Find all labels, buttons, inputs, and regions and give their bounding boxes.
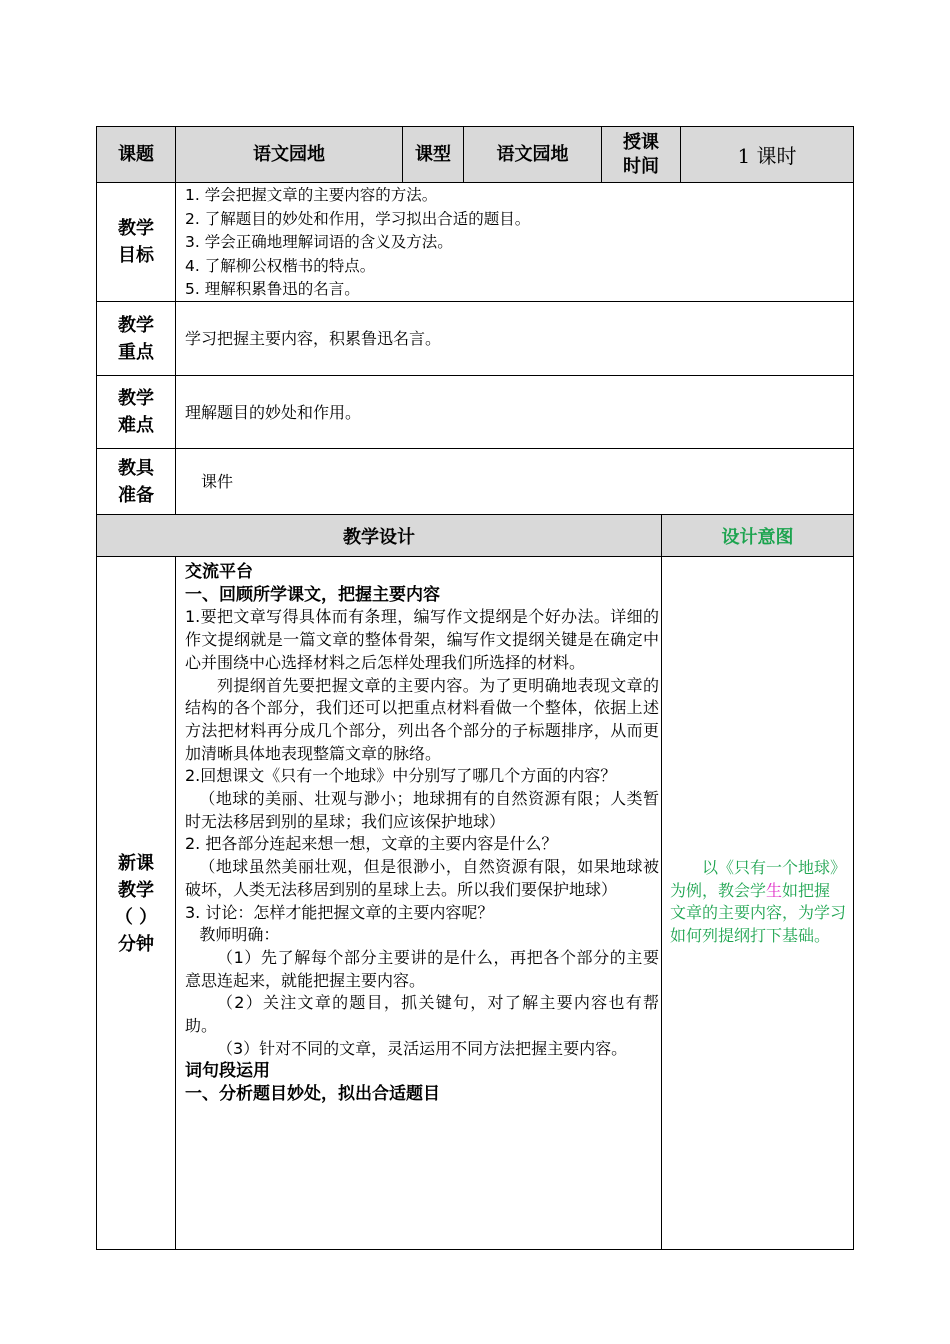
paragraph: 列提纲首先要把握文章的主要内容。为了更明确地表现文章的结构的各个部分，我们还可以把重点材料看做一个整体，依据上述方法把材料再分成几个部分，列出各个部分的子标题排序，从而更加清晰具体地表现整篇文章的脉络。: [185, 675, 659, 763]
type-label: 课型: [415, 143, 451, 165]
paragraph: （1）先了解每个部分主要讲的是什么，再把各个部分的主要意思连起来，就能把握主要内容。: [185, 947, 659, 990]
difficulties-label: [97, 376, 175, 448]
intent-part1: 以《只有一个地球》为例，教会学: [670, 858, 847, 900]
goal-item: 4. 了解柳公权楷书的特点。: [185, 256, 376, 275]
intent-title: 设计意图: [721, 526, 794, 548]
section-heading: 一、回顾所学课文，把握主要内容: [185, 584, 440, 605]
time-label: [602, 127, 680, 182]
paragraph: 3. 讨论：怎样才能把握文章的主要内容呢？: [185, 902, 494, 922]
goal-item: 1. 学会把握文章的主要内容的方法。: [185, 186, 438, 204]
paragraph: （地球的美丽、壮观与渺小；地球拥有的自然资源有限；人类暂时无法移居到别的星球；我们应该保护地球）: [185, 789, 659, 831]
goals-list: [185, 184, 655, 300]
intent-part3: 如把握文章的主要内容，为学习如何列提纲打下基础。: [670, 880, 847, 946]
goals-label-line1: 教学: [118, 218, 154, 239]
difficulties-label-line1: 教学: [118, 388, 154, 409]
paragraph: （3）针对不同的文章，灵活运用不同方法把握主要内容。: [217, 1038, 628, 1058]
paragraph: （地球虽然美丽壮观，但是很渺小，自然资源有限，如果地球被破坏，人类无法移居到别的星球上去。所以我们要保护地球）: [185, 857, 659, 899]
key-points-label-line1: 教学: [118, 314, 154, 336]
tools-label-line2: 准备: [118, 484, 154, 506]
tools-text: 课件: [201, 472, 234, 491]
paragraph: （2）关注文章的题目，抓关键句，对了解主要内容也有帮助。: [185, 993, 659, 1036]
difficulties-text: 理解题目的妙处和作用。: [185, 403, 362, 422]
section-heading: 交流平台: [185, 562, 253, 582]
design-intent-text: [670, 857, 846, 948]
type-value: 语文园地: [496, 143, 569, 165]
topic-value: 语文园地: [253, 143, 325, 165]
tools-label: [97, 449, 175, 514]
lesson-label-line1: 新课: [118, 852, 154, 874]
tools-label-line1: 教具: [118, 457, 154, 479]
lesson-body: [185, 561, 659, 1249]
section-heading: 一、分析题目妙处，拟出合适题目: [185, 1084, 440, 1105]
lesson-label-line2: 教学: [118, 879, 154, 901]
lesson-label: [97, 557, 175, 1250]
lesson-label-line4: 分钟: [118, 933, 154, 955]
goals-label: [97, 183, 175, 301]
design-title: 教学设计: [343, 526, 415, 548]
paragraph: 1.要把文章写得具体而有条理，编写作文提纲是个好办法。详细的作文提纲就是一篇文章的整体骨架，编写作文提纲关键是在确定中心并围绕中心选择材料之后怎样处理我们所选择的材料。: [185, 607, 659, 672]
paragraph: 2.回想课文《只有一个地球》中分别写了哪几个方面的内容？: [185, 766, 617, 786]
key-points-label: [97, 302, 175, 375]
goal-item: 5. 理解积累鲁迅的名言。: [185, 280, 360, 298]
paragraph: 教师明确：: [199, 925, 280, 945]
hours-value: 1 课时: [737, 144, 797, 168]
lesson-label-line3: （ ）: [114, 906, 158, 928]
topic-label: 课题: [118, 143, 154, 165]
goal-item: 2. 了解题目的妙处和作用，学习拟出合适的题目。: [185, 209, 531, 228]
paragraph: 2. 把各部分连起来想一想，文章的主要内容是什么？: [185, 834, 558, 854]
difficulties-label-line2: 难点: [118, 415, 154, 436]
section-heading: 词句段运用: [185, 1061, 270, 1082]
goals-label-line2: 目标: [118, 245, 154, 266]
key-points-label-line2: 重点: [118, 341, 154, 363]
time-label-line1: 授课: [623, 131, 659, 153]
intent-part2: 生: [766, 880, 783, 900]
goal-item: 3. 学会正确地理解词语的含义及方法。: [185, 233, 453, 251]
time-label-line2: 时间: [623, 155, 659, 177]
key-points-text: 学习把握主要内容，积累鲁迅名言。: [185, 329, 442, 348]
